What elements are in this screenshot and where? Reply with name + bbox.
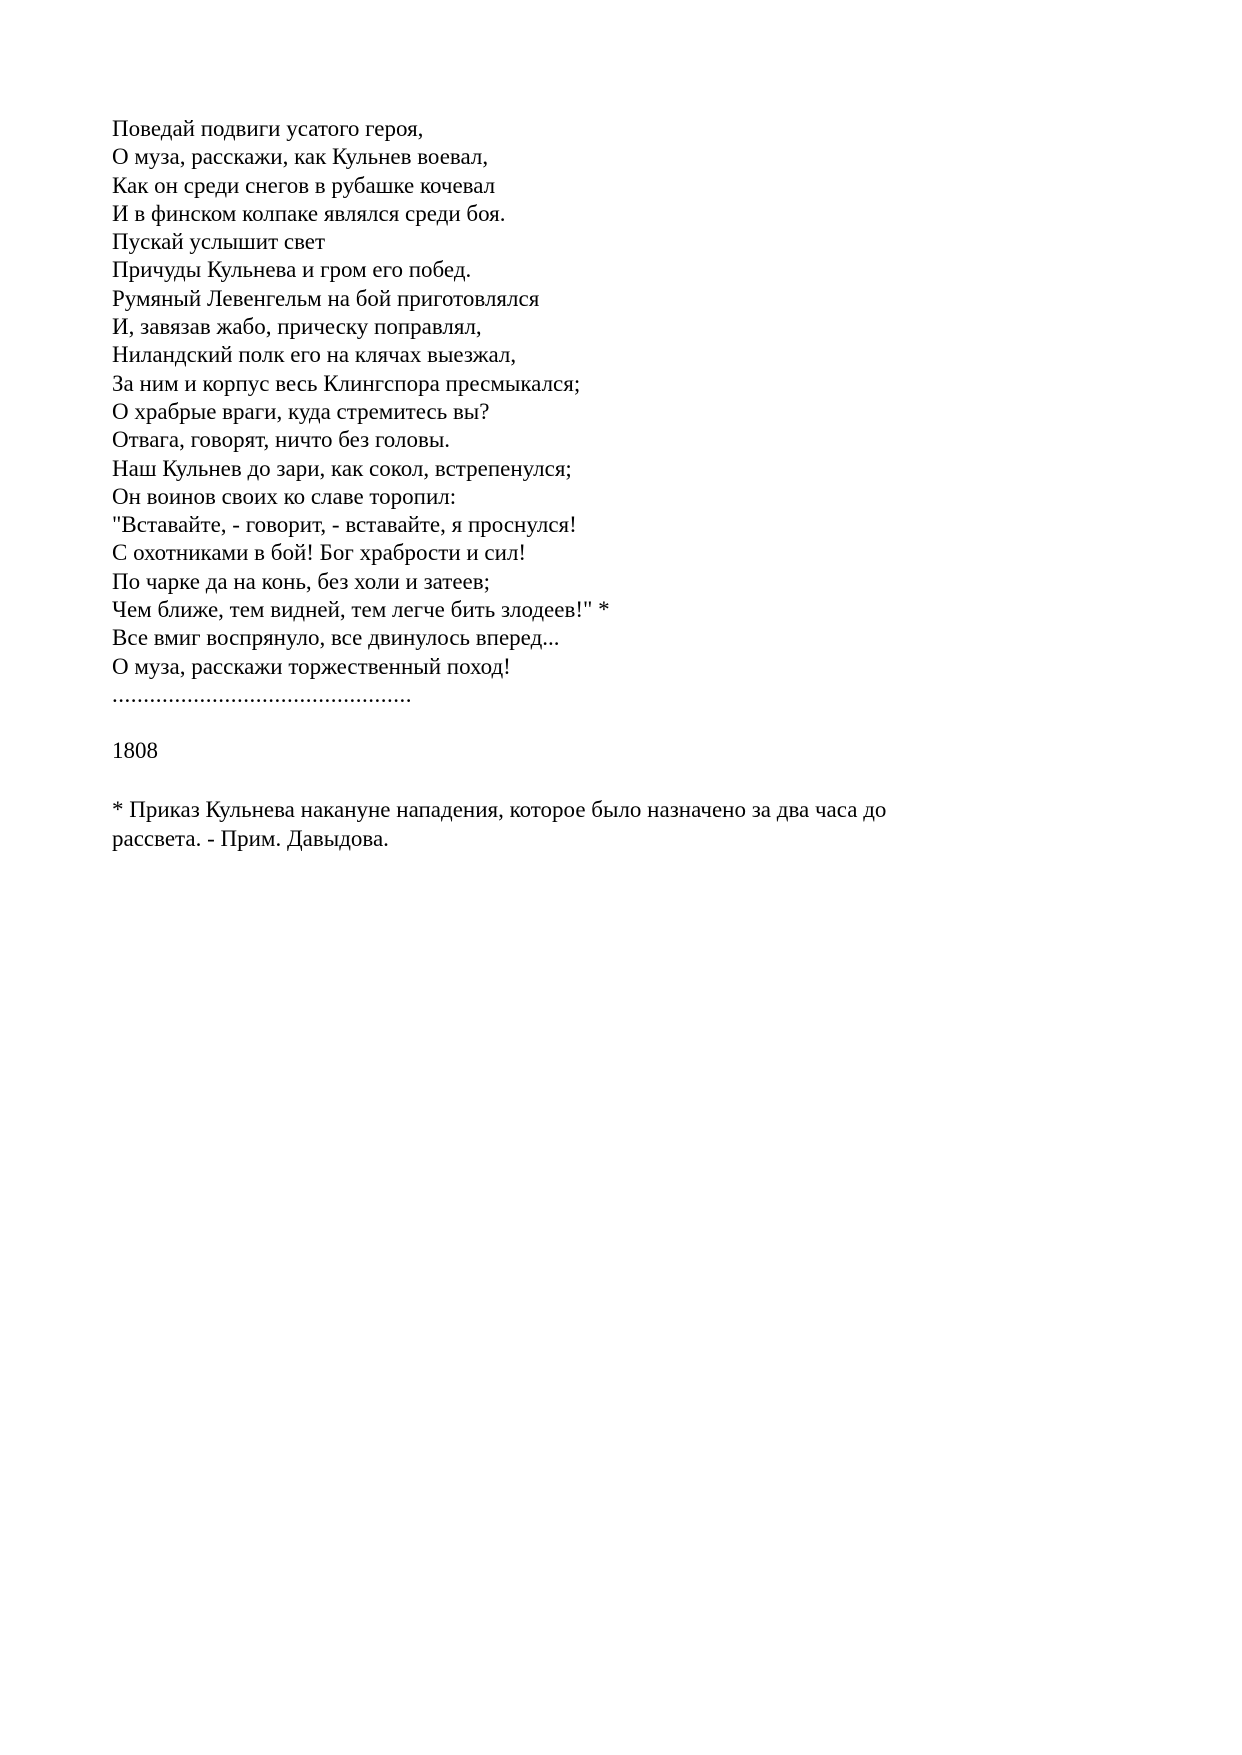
poem-line: Как он среди снегов в рубашке кочевал xyxy=(112,172,496,198)
poem-line: О муза, расскажи торжественный поход! xyxy=(112,653,511,679)
poem-line: О храбрые враги, куда стремитесь вы? xyxy=(112,398,490,424)
footnote xyxy=(112,796,1012,853)
poem-line: По чарке да на конь, без холи и затеев; xyxy=(112,568,490,594)
ellipsis-line: ................................................ xyxy=(112,681,412,707)
poem-line: И, завязав жабо, прическу поправлял, xyxy=(112,314,482,340)
poem-line: И в финском колпаке являлся среди боя. xyxy=(112,200,506,226)
poem-year: 1808 xyxy=(112,738,158,763)
poem-line: Ниландский полк его на клячах выезжал, xyxy=(112,342,517,368)
poem-line: Все вмиг воспрянуло, все двинулось вперед... xyxy=(112,625,560,651)
poem-line: Причуды Кульнева и гром его побед. xyxy=(112,257,472,283)
poem-line: Поведай подвиги усатого героя, xyxy=(112,116,424,141)
poem-line: Наш Кульнев до зари, как сокол, встрепенулся; xyxy=(112,455,572,481)
footnote-line: * Приказ Кульнева накануне нападения, которое было назначено за два часа до xyxy=(112,797,887,822)
poem-line: Румяный Левенгельм на бой приготовлялся xyxy=(112,285,540,311)
poem-body xyxy=(112,115,610,709)
footnote-line: рассвета. - Прим. Давыдова. xyxy=(112,825,389,851)
poem-line: Пускай услышит свет xyxy=(112,229,326,255)
poem-line: За ним и корпус весь Клингспора пресмыкался; xyxy=(112,370,581,396)
poem-line: Он воинов своих ко славе торопил: xyxy=(112,483,457,509)
poem-line: "Вставайте, - говорит, - вставайте, я проснулся! xyxy=(112,512,577,538)
poem-line: Отвага, говорят, ничто без головы. xyxy=(112,427,451,453)
poem-line: С охотниками в бой! Бог храбрости и сил! xyxy=(112,540,527,566)
poem-line: О муза, расскажи, как Кульнев воевал, xyxy=(112,144,489,170)
poem-line: Чем ближе, тем видней, тем легче бить злодеев!" * xyxy=(112,597,610,623)
